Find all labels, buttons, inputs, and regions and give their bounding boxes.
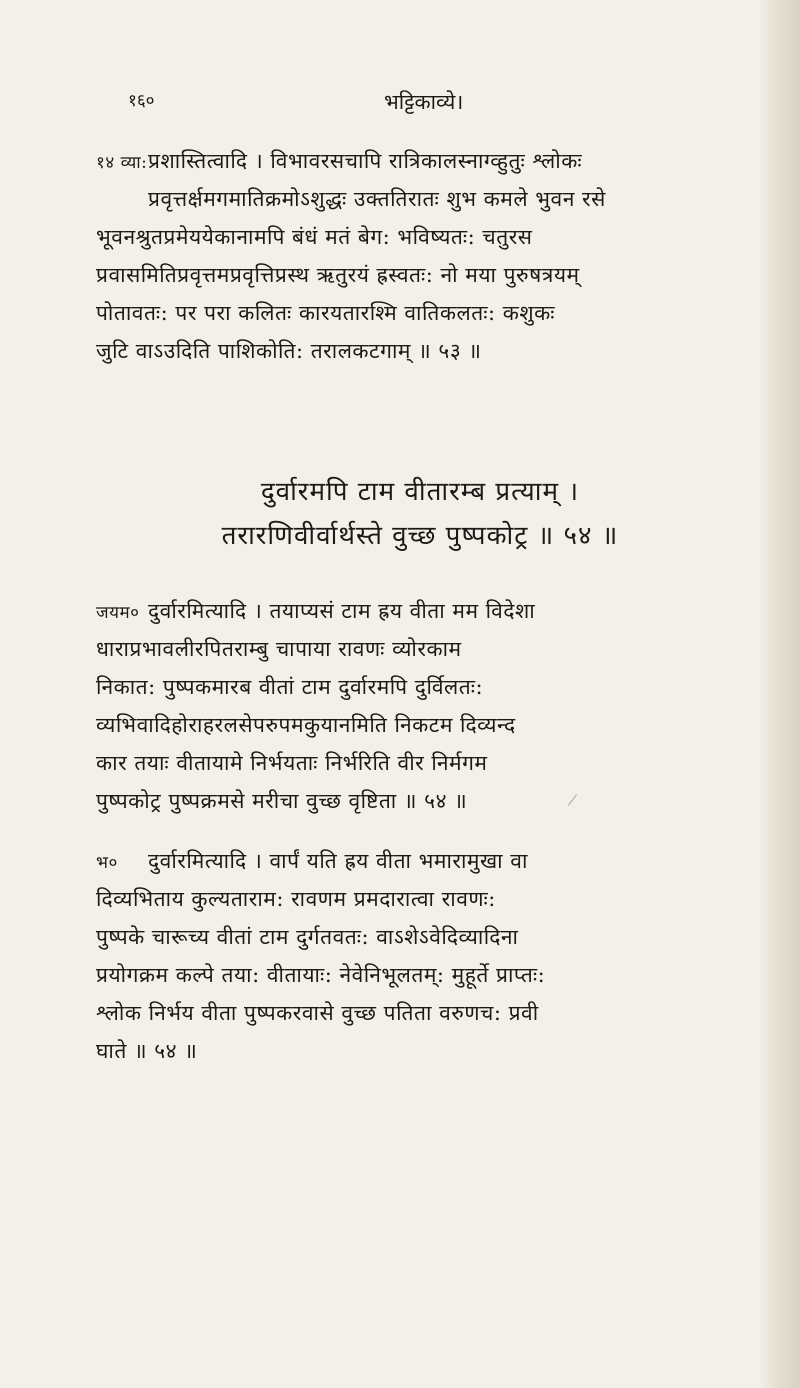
text-line: प्रवासमितिप्रवृत्तमप्रवृत्तिप्रस्थ ऋतुरयं ह्रस्वतः: नो मया पुरुषत्रयम्	[96, 263, 580, 287]
text-line: घाते ॥ ५४ ॥	[96, 1039, 198, 1063]
page-number: १६०	[128, 91, 155, 111]
text-line: निकात: पुष्पकमारब वीतां टाम दुर्वारमपि दुर्विलतः:	[96, 675, 484, 699]
text-line: दिव्यभिताय कुल्यताराम: रावणम प्रमदारात्वा रावणः:	[96, 887, 496, 911]
text-line: पोतावतः: पर परा कलितः कारयतारश्मि वातिकलतः: कशुकः	[96, 301, 555, 325]
text-line: भ० दुर्वारमित्यादि । वार्पं यति ह्रय वीता भमारामुखा वा	[96, 842, 736, 880]
verse-block	[120, 470, 720, 558]
text-line: १४ व्या: प्रशास्तित्वादि । विभावरसचापि रात्रिकालस्नाग्व्हुतुः श्लोकः	[96, 142, 736, 180]
section-label: जयम०	[96, 603, 140, 623]
page-edge-shadow	[758, 0, 800, 1388]
stray-mark: /	[566, 789, 579, 810]
section-label: भ०	[96, 853, 118, 873]
commentary-section-2	[96, 592, 736, 820]
text-line: जुटि वाऽउदिति पाशिकोति: तरालकटगाम् ॥ ५३ ॥	[96, 339, 482, 363]
verse-line: तरारणिवीर्वार्थस्ते वुच्छ पुष्पकोट्र ॥ ५४ ॥	[221, 521, 619, 551]
running-title: भट्टिकाव्ये।	[384, 90, 464, 114]
commentary-section-3	[96, 842, 736, 1070]
text-line: कार तयाः वीतायामे निर्भयताः निर्भरिति वीर निर्मगम	[96, 751, 488, 775]
commentary-section-1	[96, 142, 736, 370]
verse-line: दुर्वारमपि टाम वीतारम्ब प्रत्याम् ।	[260, 477, 580, 507]
text-line: प्रयोगक्रम कल्पे तया: वीतायाः: नेवेनिभूलतम्: मुहूर्ते प्राप्तः:	[96, 963, 546, 987]
text-line: पुष्पकोट्र पुष्पक्रमसे मरीचा वुच्छ वृष्टिता ॥ ५४ ॥	[96, 789, 468, 813]
text-line: प्रवृत्तर्क्षमगमातिक्रमोऽशुद्धः उक्ततिरातः शुभ कमले भुवन रसे	[148, 187, 606, 211]
page-header	[0, 88, 800, 118]
section-label: १४ व्या:	[96, 153, 148, 173]
text-line: श्लोक निर्भय वीता पुष्पकरवासे वुच्छ पतिता वरुणच: प्रवी	[96, 1001, 539, 1025]
text-line: धाराप्रभावलीरपितराम्बु चापाया रावणः व्योरकाम	[96, 637, 462, 661]
text-line: व्यभिवादिहोराहरलसेपरुपमकुयानमिति निकटम दिव्यन्द	[96, 713, 516, 737]
text-line: जयम० दुर्वारमित्यादि । तयाप्यसं टाम ह्रय वीता मम विदेशा	[96, 592, 736, 630]
text-line: पुष्पके चारूच्य वीतां टाम दुर्गतवतः: वाऽशेऽवेदिव्यादिना	[96, 925, 519, 949]
text-line: भूवनश्रुतप्रमेययेकानामपि बंधं मतं बेग: भविष्यतः: चतुरस	[96, 225, 533, 249]
